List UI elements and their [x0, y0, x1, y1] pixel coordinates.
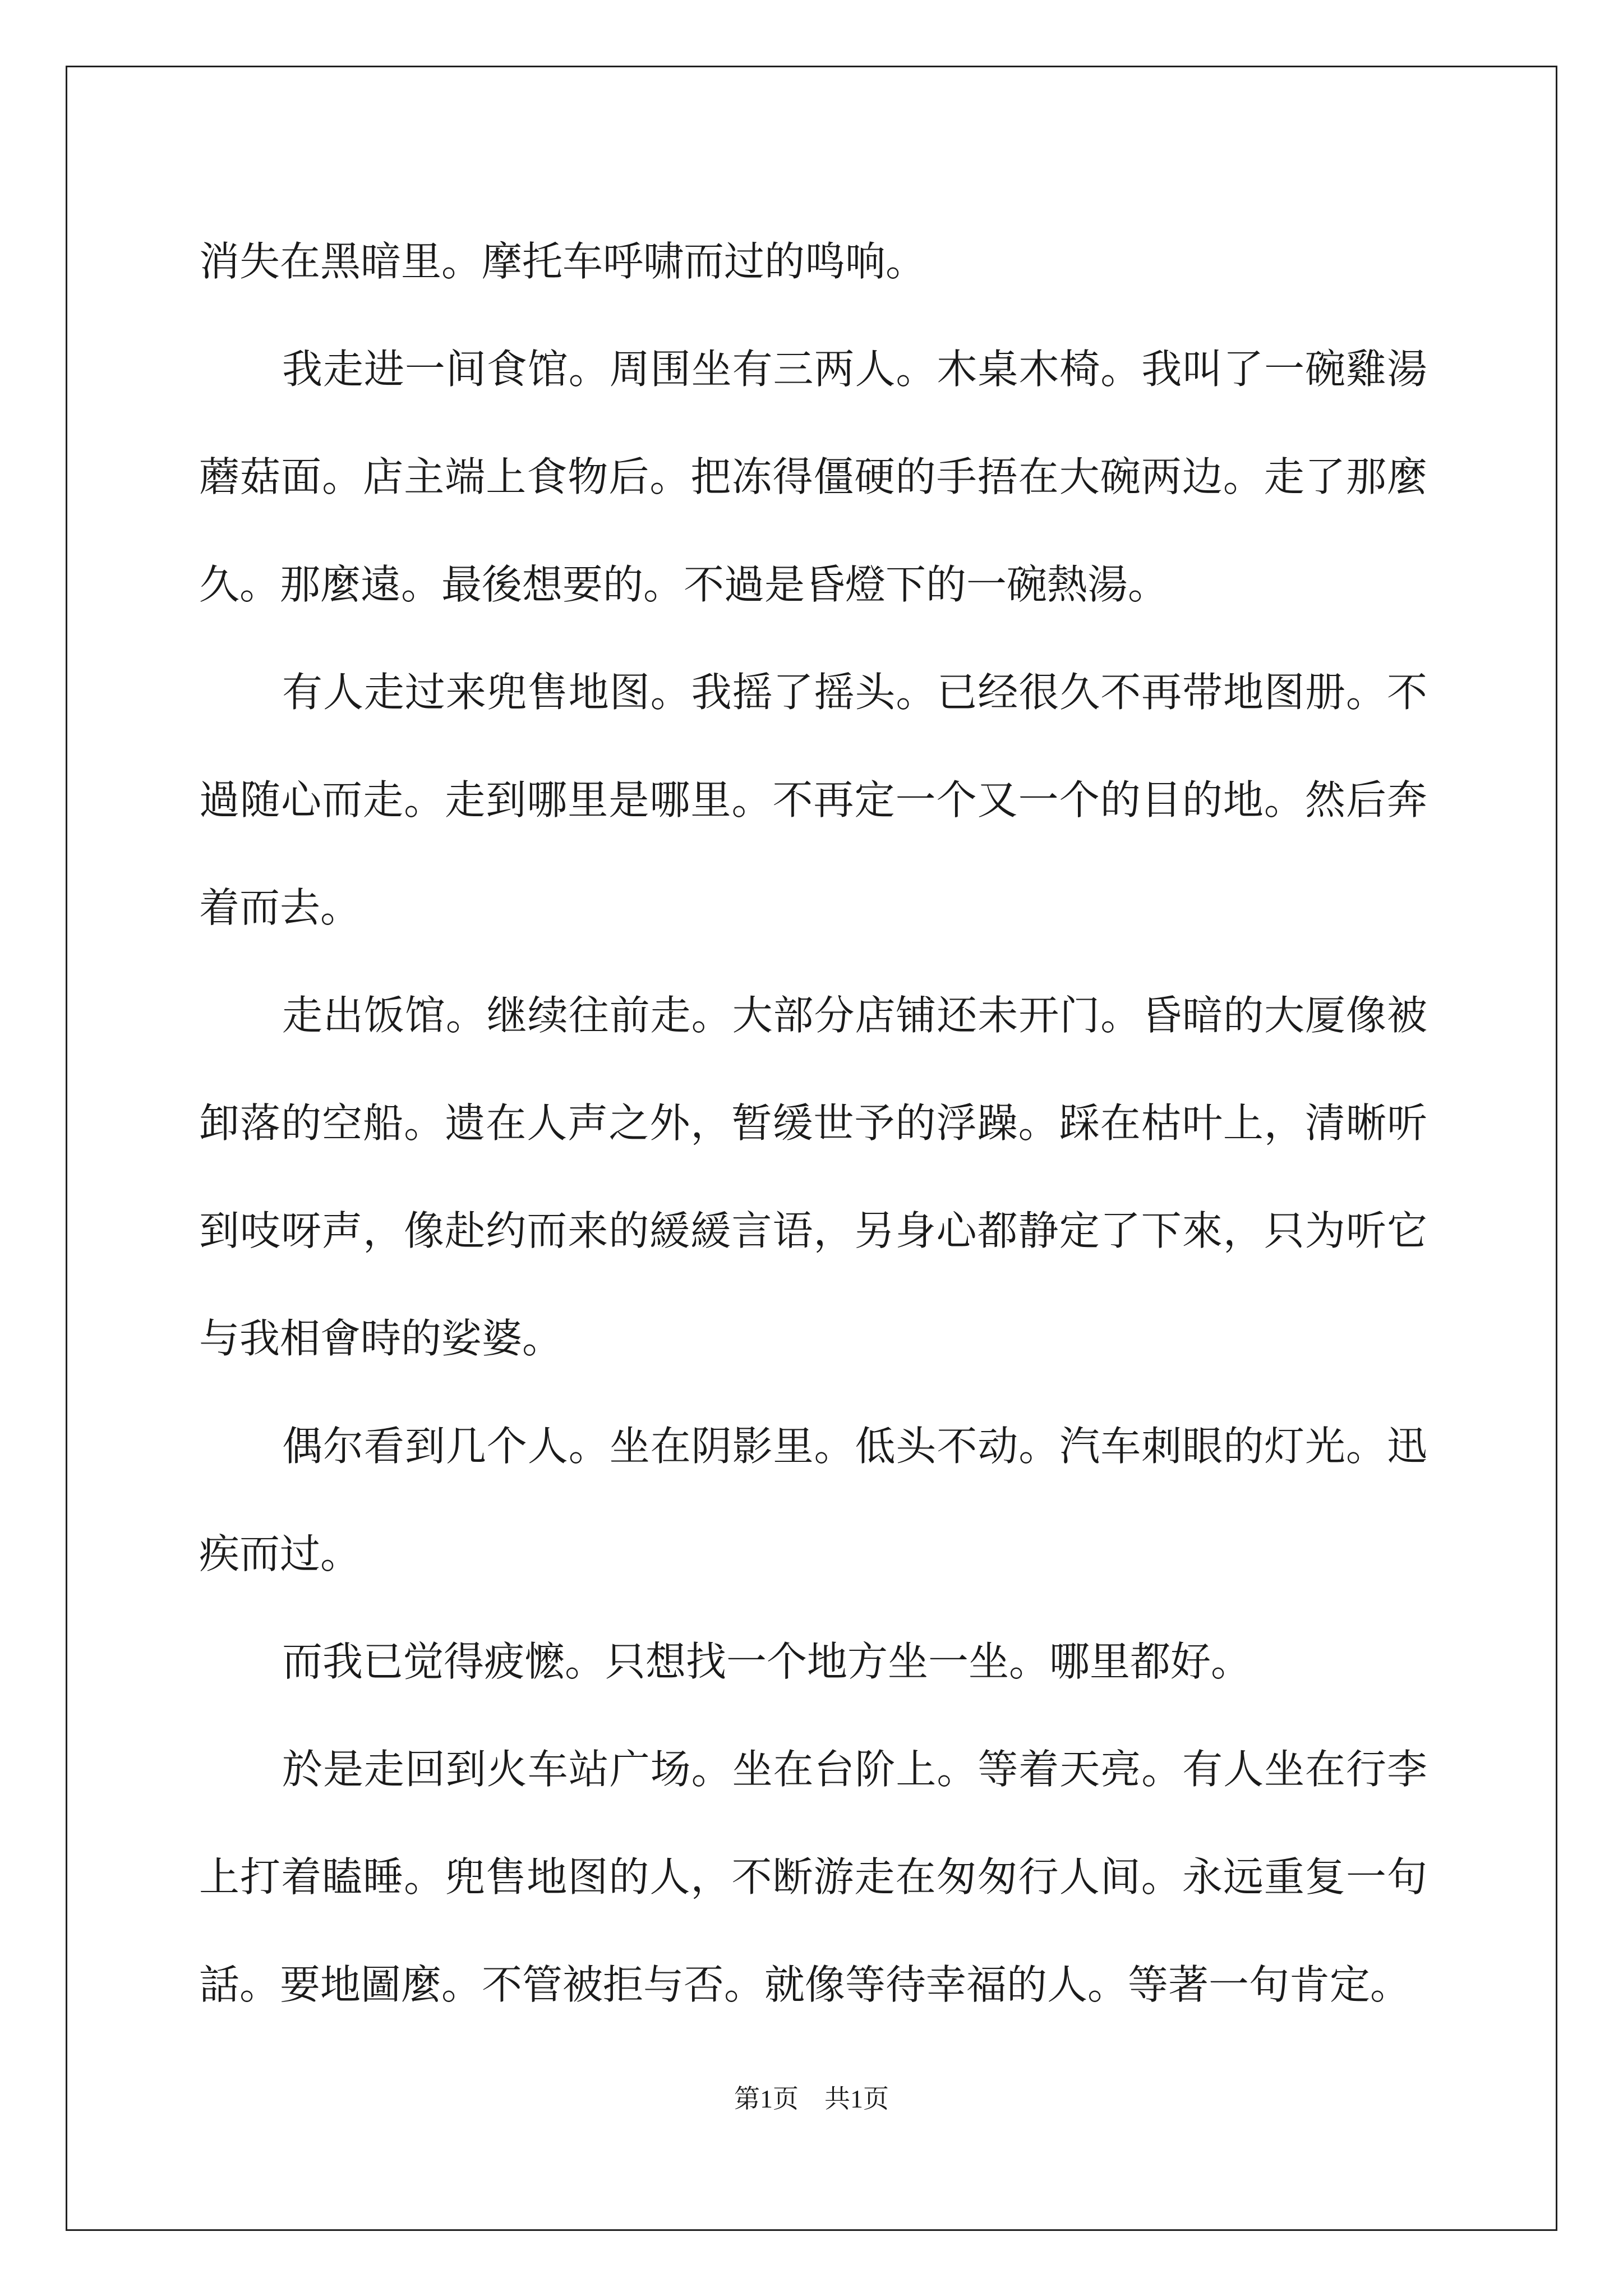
- document-body: [199, 208, 1427, 2039]
- paragraph-7: 於是走回到火车站广场。坐在台阶上。等着天亮。有人坐在行李上打着瞌睡。兜售地图的人，不断游走在匆匆行人间。永远重复一句話。要地圖麼。不管被拒与否。就像等待幸福的人。等著一句肯定。: [199, 1746, 1427, 2008]
- paragraph-5: 偶尔看到几个人。坐在阴影里。低头不动。汽车刺眼的灯光。迅疾而过。: [199, 1423, 1427, 1577]
- paragraph-4: 走出饭馆。继续往前走。大部分店铺还未开门。昏暗的大厦像被卸落的空船。遗在人声之外，暂缓世予的浮躁。踩在枯叶上，清晰听到吱呀声，像赴约而来的緩緩言语，另身心都静定了下來，只为听它与我相會時的娑婆。: [199, 992, 1427, 1362]
- paragraph-3: 有人走过来兜售地图。我摇了摇头。已经很久不再带地图册。不過随心而走。走到哪里是哪里。不再定一个又一个的目的地。然后奔着而去。: [199, 669, 1427, 931]
- paragraph-2: 我走进一间食馆。周围坐有三两人。木桌木椅。我叫了一碗雞湯蘑菇面。店主端上食物后。把冻得僵硬的手捂在大碗两边。走了那麼久。那麼遠。最後想要的。不過是昏燈下的一碗熱湯。: [199, 346, 1427, 608]
- paragraph-6: 而我已觉得疲懡。只想找一个地方坐一坐。哪里都好。: [282, 1638, 1252, 1685]
- page-number-footer: 第1页 共1页: [734, 2085, 889, 2113]
- paragraph-1: 消失在黑暗里。摩托车呼啸而过的鸣响。: [199, 238, 926, 285]
